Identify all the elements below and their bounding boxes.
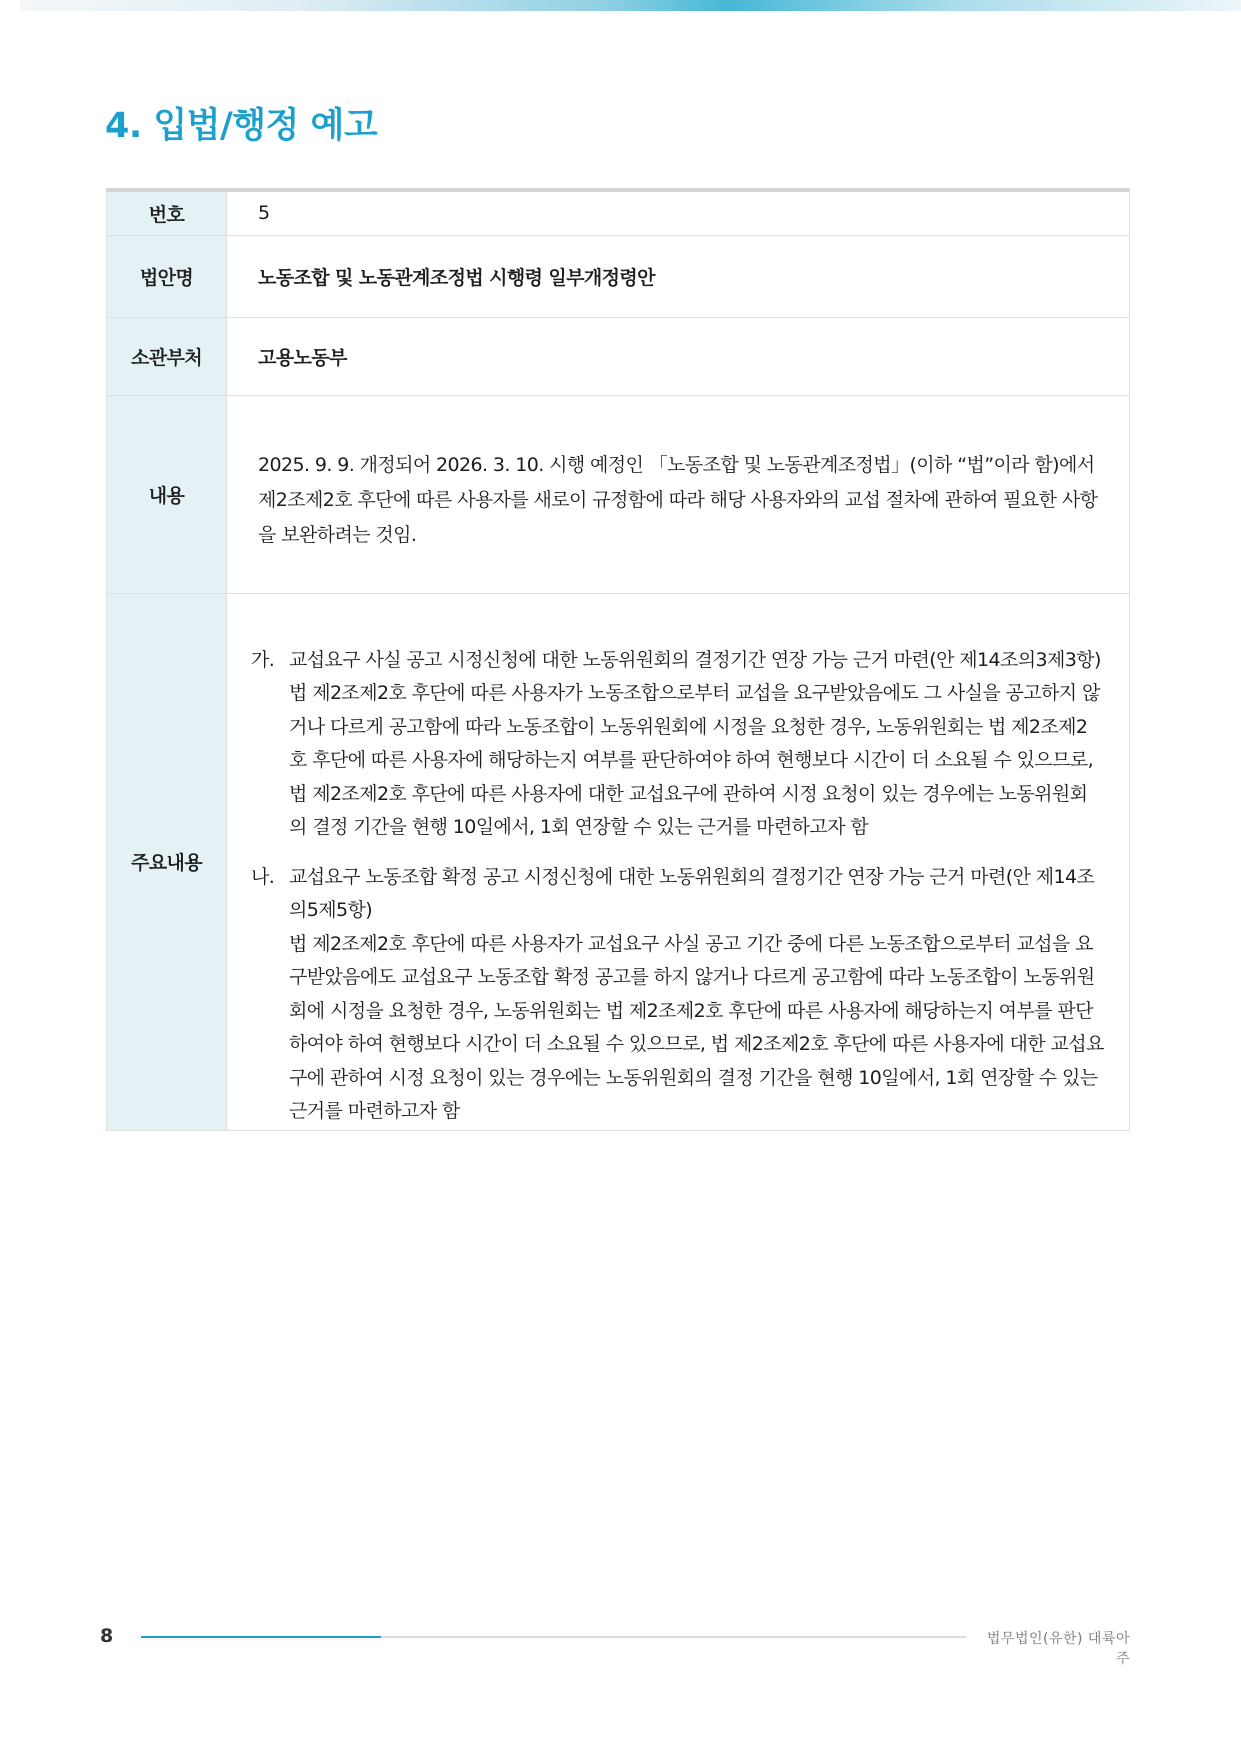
- row-label-bill-name: 법안명: [107, 235, 227, 317]
- item-marker: 나.: [251, 865, 275, 888]
- page-number: 8: [100, 1625, 114, 1647]
- item-description: 법 제2조제2호 후단에 따른 사용자가 교섭요구 사실 공고 기간 중에 다른 노동조합으로부터 교섭을 요구받았음에도 교섭요구 노동조합 확정 공고를 하지 않거나 다르게 공고함에 따라 노동조합이 노동위원회에 시정을 요청한 경우, 노동위원회는 법 제2조제2호 후단에 따른 사용자에 해당하는지 여부를 판단하여야 하여 현행보다 시간이 더 소요될 수 있으므로, 법 제2조제2호 후단에 따른 사용자에 대한 교섭요구에 관하여 시정 요청이 있는 경우에는 노동위원회의 결정 기간을 현행 10일에서, 1회 연장할 수 있는 근거를 마련하고자 함: [289, 932, 1104, 1122]
- item-body: [289, 644, 1104, 845]
- firm-name: 법무법인(유한) 대륙아주: [986, 1631, 1130, 1667]
- top-decorative-bar: [20, 0, 1241, 11]
- item-heading: 교섭요구 사실 공고 시정신청에 대한 노동위원회의 결정기간 연장 가능 근거 마련(안 제14조의3제3항): [289, 648, 1101, 671]
- list-item: [251, 644, 1104, 845]
- table-row: [107, 317, 1130, 395]
- row-label-ministry: 소관부처: [107, 317, 227, 395]
- content-text: 2025. 9. 9. 개정되어 2026. 3. 10. 시행 예정인 「노동조합 및 노동관계조정법」(이하 “법”이라 함)에서 제2조제2호 후단에 따른 사용자를 새로이 규정함에 따라 해당 사용자와의 교섭 절차에 관하여 필요한 사항을 보완하려는 것임.: [258, 453, 1098, 546]
- main-content-cell: [227, 593, 1130, 1130]
- bill-number: 5: [227, 190, 1130, 235]
- table-row: [107, 190, 1130, 235]
- row-label-content: 내용: [107, 395, 227, 593]
- item-description: 법 제2조제2호 후단에 따른 사용자가 노동조합으로부터 교섭을 요구받았음에도 그 사실을 공고하지 않거나 다르게 공고함에 따라 노동조합이 노동위원회에 시정을 요청한 경우, 노동위원회는 법 제2조제2호 후단에 따른 사용자에 해당하는지 여부를 판단하여야 하여 현행보다 시간이 더 소요될 수 있으므로, 법 제2조제2호 후단에 따른 사용자에 대한 교섭요구에 관하여 시정 요청이 있는 경우에는 노동위원회의 결정 기간을 현행 10일에서, 1회 연장할 수 있는 근거를 마련하고자 함: [289, 682, 1100, 838]
- item-heading: 교섭요구 노동조합 확정 공고 시정신청에 대한 노동위원회의 결정기간 연장 가능 근거 마련(안 제14조의5제5항): [289, 865, 1095, 921]
- list-item: [251, 861, 1104, 1129]
- item-marker: 가.: [251, 648, 275, 671]
- table-row: [107, 395, 1130, 593]
- footer-divider-accent: [141, 1636, 381, 1638]
- row-label-number: 번호: [107, 190, 227, 235]
- table-row: [107, 235, 1130, 317]
- bill-name: 노동조합 및 노동관계조정법 시행령 일부개정령안: [227, 235, 1130, 317]
- table-row: [107, 593, 1130, 1130]
- item-body: [289, 861, 1104, 1129]
- legislation-table: [106, 188, 1130, 1131]
- row-label-main-content: 주요내용: [107, 593, 227, 1130]
- footer-divider: [141, 1636, 966, 1638]
- content-cell: [227, 395, 1130, 593]
- section-title: 4. 입법/행정 예고: [105, 106, 378, 146]
- main-content-list: [228, 644, 1128, 1129]
- ministry-name: 고용노동부: [227, 317, 1130, 395]
